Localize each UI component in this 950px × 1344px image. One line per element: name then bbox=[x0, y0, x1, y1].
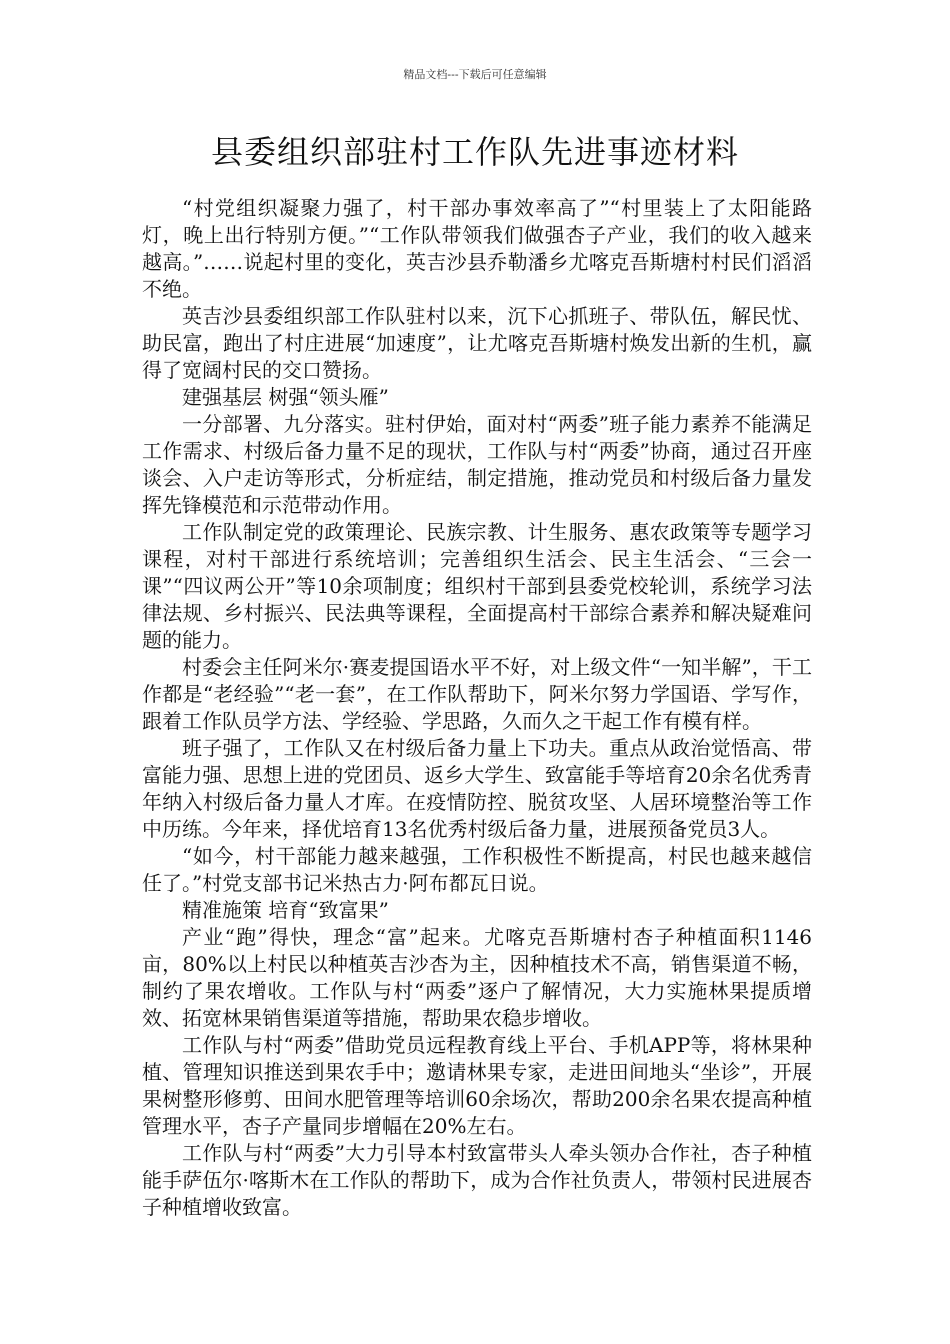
paragraph: 村委会主任阿米尔·赛麦提国语水平不好，对上级文件“一知半解”，干工作都是“老经验”“老一套”，在工作队帮助下，阿米尔努力学国语、学写作，跟着工作队员学方法、学经验、学思路，久而久之干起工作有模有样。 bbox=[142, 655, 812, 733]
paragraph: 工作队与村“两委”大力引导本村致富带头人牵头领办合作社，杏子种植能手萨伍尔·喀斯木在工作队的帮助下，成为合作社负责人，带领村民进展杏子种植增收致富。 bbox=[142, 1141, 812, 1219]
paragraph: 班子强了，工作队又在村级后备力量上下功夫。重点从政治觉悟高、带富能力强、思想上进的党团员、返乡大学生、致富能手等培育20余名优秀青年纳入村级后备力量人才库。在疫情防控、脱贫攻坚、人居环境整治等工作中历练。今年来，择优培育13名优秀村级后备力量，进展预备党员3人。 bbox=[142, 736, 812, 841]
paragraph: 一分部署、九分落实。驻村伊始，面对村“两委”班子能力素养不能满足工作需求、村级后备力量不足的现状，工作队与村“两委”协商，通过召开座谈会、入户走访等形式，分析症结，制定措施，推动党员和村级后备力量发挥先锋模范和示范带动作用。 bbox=[142, 412, 812, 517]
paragraph: 英吉沙县委组织部工作队驻村以来，沉下心抓班子、带队伍，解民忧、助民富，跑出了村庄进展“加速度”，让尤喀克吾斯塘村焕发出新的生机，赢得了宽阔村民的交口赞扬。 bbox=[142, 304, 812, 382]
section-heading: 建强基层 树强“领头雁” bbox=[182, 385, 389, 409]
paragraph: “如今，村干部能力越来越强，工作积极性不断提高，村民也越来越信任了。”村党支部书记米热古力·阿布都瓦日说。 bbox=[142, 844, 812, 895]
page-header: 精品文档---下载后可任意编辑 bbox=[403, 68, 547, 81]
document-title: 县委组织部驻村工作队先进事迹材料 bbox=[210, 133, 739, 171]
paragraph: 工作队制定党的政策理论、民族宗教、计生服务、惠农政策等专题学习课程，对村干部进行系统培训；完善组织生活会、民主生活会、“三会一课”“四议两公开”等10余项制度；组织村干部到县委党校轮训，系统学习法律法规、乡村振兴、民法典等课程，全面提高村干部综合素养和解决疑难问题的能力。 bbox=[142, 520, 812, 652]
paragraph: “村党组织凝聚力强了，村干部办事效率高了”“村里装上了太阳能路灯，晚上出行特别方便。”“工作队带领我们做强杏子产业，我们的收入越来越高。”……说起村里的变化，英吉沙县乔勒潘乡尤喀克吾斯塘村村民们滔滔不绝。 bbox=[142, 196, 812, 301]
paragraph: 工作队与村“两委”借助党员远程教育线上平台、手机APP等，将林果种植、管理知识推送到果农手中；邀请林果专家，走进田间地头“坐诊”，开展果树整形修剪、田间水肥管理等培训60余场次，帮助200余名果农提高种植管理水平，杏子产量同步增幅在20%左右。 bbox=[142, 1033, 812, 1138]
document-body bbox=[142, 195, 812, 1221]
paragraph: 产业“跑”得快，理念“富”起来。尤喀克吾斯塘村杏子种植面积1146亩，80%以上村民以种植英吉沙杏为主，因种植技术不高，销售渠道不畅，制约了果农增收。工作队与村“两委”逐户了解情况，大力实施林果提质增效、拓宽林果销售渠道等措施，帮助果农稳步增收。 bbox=[142, 925, 812, 1030]
section-heading: 精准施策 培育“致富果” bbox=[182, 898, 389, 922]
